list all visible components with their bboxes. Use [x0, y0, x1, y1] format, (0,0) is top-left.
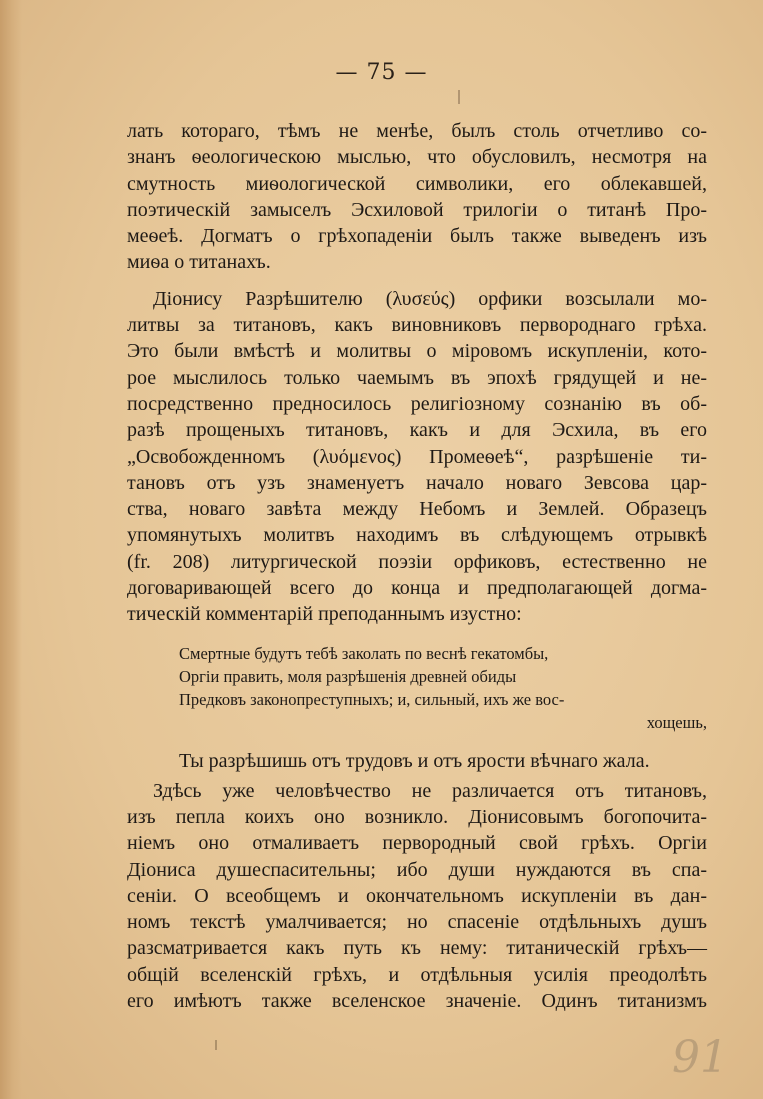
page-spine-shadow — [0, 0, 22, 1099]
text-line: тановъ отъ узъ знаменуетъ начало новаго Зевсова цар- — [127, 471, 707, 494]
text-line: литвы за титановъ, какъ виновниковъ первороднаго грѣха. — [127, 314, 707, 337]
verse-line: Предковъ законопреступныхъ; и, сильный, ихъ же вос- — [179, 689, 565, 709]
page-text — [127, 118, 707, 1014]
text-line: „Освобожденномъ (λυόμενος) Промеѳеѣ“, разрѣшеніе ти- — [127, 445, 707, 468]
paragraph-1 — [127, 118, 707, 276]
page-number: — 75 — — [335, 60, 428, 85]
pencil-annotation: 91 — [672, 1032, 728, 1083]
verse-final-line: Ты разрѣшишь отъ трудовъ и отъ ярости вѣчнаго жала. — [179, 749, 650, 772]
verse-line: Оргіи править, моля разрѣшенія древней обиды — [179, 666, 517, 686]
text-line: договаривающей всего до конца и предполагающей догма- — [127, 577, 707, 600]
verse-line: хощешь, — [646, 712, 707, 732]
paragraph-3 — [127, 778, 707, 1015]
text-line: номъ текстѣ умалчивается; но спасеніе отдѣльныхъ душъ — [127, 911, 707, 934]
text-line: Діониса душеспасительны; ибо души нуждаются въ спа- — [127, 858, 707, 881]
text-line: миѳа о титанахъ. — [127, 251, 271, 274]
page-blemish — [458, 90, 460, 104]
text-line: общій вселенскій грѣхъ, и отдѣльныя усилія преодолѣть — [127, 963, 707, 986]
text-line: ніемъ оно отмаливаетъ первородный свой грѣхъ. Оргіи — [127, 832, 707, 855]
text-line: смутность миѳологической символики, его облекавшей, — [127, 172, 707, 195]
text-line: (fr. 208) литургической поэзіи орфиковъ, естественно не — [127, 550, 707, 573]
text-line: Діонису Разрѣшителю (λυσεύς) орфики возсылали мо- — [153, 287, 707, 310]
text-line: знанъ ѳеологическою мыслью, что обусловилъ, несмотря на — [127, 146, 707, 169]
text-line: лать котораго, тѣмъ не менѣе, былъ столь отчетливо со- — [127, 120, 707, 142]
text-line: его имѣютъ также вселенское значеніе. Одинъ титанизмъ — [127, 990, 707, 1013]
text-line: тическій комментарій преподаннымъ изустно: — [127, 603, 522, 626]
text-line: сеніи. О всеобщемъ и окончательномъ искупленіи въ дан- — [127, 884, 707, 907]
paragraph-2 — [127, 286, 707, 628]
text-line: разѣ прощеныхъ титановъ, какъ и для Эсхила, въ его — [127, 419, 707, 442]
text-line: ства, новаго завѣта между Небомъ и Землей. Образецъ — [127, 498, 707, 521]
text-line: разсматривается какъ путь къ нему: титаническій грѣхъ— — [127, 937, 707, 960]
verse-quote — [127, 642, 707, 734]
text-line: Это были вмѣстѣ и молитвы о міровомъ искупленіи, кото- — [127, 340, 707, 363]
text-line: поэтическій замыселъ Эсхиловой трилогіи о титанѣ Про- — [127, 198, 707, 221]
page-blemish — [215, 1040, 217, 1050]
text-line: посредственно предносилось религіозному сознанію въ об- — [127, 392, 707, 415]
text-line: изъ пепла коихъ оно возникло. Діонисовымъ богопочита- — [127, 805, 707, 828]
text-line: рое мыслилось только чаемымъ въ эпохѣ грядущей и не- — [127, 366, 707, 389]
verse-line: Смертные будутъ тебѣ заколать по веснѣ гекатомбы, — [179, 643, 549, 663]
text-line: меѳеѣ. Догматъ о грѣхопаденіи былъ также выведенъ изъ — [127, 225, 707, 248]
text-line: Здѣсь уже человѣчество не различается отъ титановъ, — [153, 779, 707, 802]
text-line: упомянутыхъ молитвъ находимъ въ слѣдующемъ отрывкѣ — [127, 524, 707, 547]
